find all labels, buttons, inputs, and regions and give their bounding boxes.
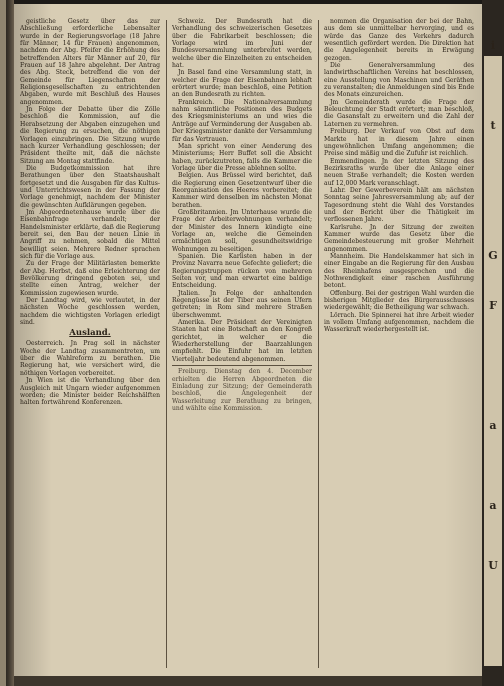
article-paragraph: Emmendingen. Jn der letzten Sitzung des Bezirksraths wurde über die Anlage einer neuen Straße verhandelt; die Kosten werden auf 12,000 Mark veranschlagt. [324, 157, 474, 187]
article-paragraph: Jn Basel fand eine Versammlung statt, in welcher die Frage der Eisenbahnen lebhaft erörtert wurde; man beschloß, eine Petition an den Bundesrath zu richten. [172, 69, 312, 99]
column-rule [318, 20, 319, 668]
article-paragraph: Jn Folge der Debatte über die Zölle beschloß die Kommission, auf die Herabsetzung der Abgaben einzugehen und die Regierung zu ersuchen, die nöthigen Vorlagen einzubringen. Die Sitzung wurde nach kurzer Verhandlung geschlossen; der Präsident theilte mit, daß die nächste Sitzung am Montag stattfinde. [20, 106, 160, 165]
article-paragraph: Belgien. Aus Brüssel wird berichtet, daß die Regierung einen Gesetzentwurf über die Reorganisation des Heeres vorbereitet; die Kammer wird denselben im nächsten Monat berathen. [172, 172, 312, 209]
newspaper-sheet [14, 4, 482, 680]
article-paragraph: Lahr. Der Gewerbeverein hält am nächsten Sonntag seine Jahresversammlung ab; auf der Tagesordnung steht die Wahl des Vorstandes und der Bericht über die Thätigkeit im verflossenen Jahre. [324, 186, 474, 224]
edge-letter: U [488, 559, 498, 572]
article-paragraph: Oesterreich. Jn Prag soll in nächster Woche der Landtag zusammentreten, um über die Wahlreform zu berathen. Die Regierung hat, wie versichert wird, die nöthigen Vorlagen vorbereitet. [20, 340, 160, 377]
column-1 [20, 18, 160, 670]
article-paragraph: Großbritannien. Jm Unterhause wurde die Frage der Arbeiterwohnungen verhandelt; der Minister des Innern kündigte eine Vorlage an, welche die Gemeinden ermächtigen soll, gesundheitswidrige Wohnungen zu beseitigen. [172, 208, 312, 253]
footer-divider [172, 365, 312, 366]
column-2-footer: Freiburg. Dienstag den 4. December erhielten die Herren Abgeordneten die Einladung zur Sitzung; der Gemeinderath beschloß, die Angelegenheit der Wasserleitung zur Berathung zu bringen, und wählte eine Kommission. [172, 368, 312, 412]
bottom-edge [14, 676, 482, 686]
article-paragraph: Frankreich. Die Nationalversammlung nahm sämmtliche Positionen des Budgets des Kriegsministeriums an und wies die Anträge auf Verminderung der Ausgaben ab. Der Kriegsminister dankte der Versammlung für das Vertrauen. [172, 98, 312, 143]
article-paragraph: Jm Abgeordnetenhause wurde über die Eisenbahnfrage verhandelt; der Handelsminister erklärte, daß die Regierung bereit sei, den Bau der neuen Linie in Angriff zu nehmen, sobald die Mittel bewilligt seien. Mehrere Redner sprachen sich für die Vorlage aus. [20, 208, 160, 260]
edge-letter: i [490, 39, 496, 52]
article-paragraph: Mannheim. Die Handelskammer hat sich in einer Eingabe an die Regierung für den Ausbau des Rheinhafens ausgesprochen und die Nothwendigkeit einer raschen Ausführung betont. [324, 253, 474, 290]
article-paragraph: Offenburg. Bei der gestrigen Wahl wurden die bisherigen Mitglieder des Bürgerausschusses wiedergewählt; die Betheiligung war schwach. [324, 289, 474, 312]
column-1-section-text [20, 340, 160, 406]
article-paragraph: Freiburg. Der Verkauf von Obst auf dem Markte hat in diesem Jahre einen ungewöhnlichen Umfang angenommen; die Preise sind mäßig und die Zufuhr ist reichlich. [324, 128, 474, 158]
article-paragraph: Jn Wien ist die Verhandlung über den Ausgleich mit Ungarn wieder aufgenommen worden; die Minister beider Reichshälften halten fortwährend Konferenzen. [20, 377, 160, 407]
article-paragraph: Spanien. Die Karlisten haben in der Provinz Navarra neue Gefechte geliefert; die Regierungstruppen rücken von mehreren Seiten vor, und man erwartet eine baldige Entscheidung. [172, 253, 312, 290]
column-2 [172, 18, 312, 670]
article-paragraph: Amerika. Der Präsident der Vereinigten Staaten hat eine Botschaft an den Kongreß gerichtet, in welcher er die Wiederherstellung der Baarzahlungen empfiehlt. Die Einfuhr hat im letzten Vierteljahr bedeutend abgenommen. [172, 319, 312, 363]
article-paragraph: Schweiz. Der Bundesrath hat die Verhandlung des schweizerischen Gesetzes über die Fabrikarbeit beschlossen; die Vorlage wird im Juni der Bundesversammlung unterbreitet werden, welche über die Einzelheiten zu entscheiden hat. [172, 18, 312, 70]
article-paragraph: Jtalien. Jn Folge der anhaltenden Regengüsse ist der Tiber aus seinen Ufern getreten; in Rom sind mehrere Straßen überschwemmt. [172, 289, 312, 319]
column-3 [324, 18, 474, 670]
article-paragraph: Die Generalversammlung des landwirthschaftlichen Vereins hat beschlossen, eine Ausstellung von Maschinen und Geräthen zu veranstalten; die Anmeldungen sind bis Ende des Monats einzureichen. [324, 62, 474, 99]
article-paragraph: Man spricht von einer Aenderung des Ministeriums; Herr Buffet soll die Absicht haben, zurückzutreten, falls die Kammer die Vorlage über die Presse ablehnen sollte. [172, 142, 312, 172]
edge-letter: a [489, 419, 497, 432]
article-paragraph: Jm Gemeinderath wurde die Frage der Beleuchtung der Stadt erörtert; man beschloß, die Gasanstalt zu erweitern und die Zahl der Laternen zu vermehren. [324, 98, 474, 128]
edge-letter: a [489, 499, 497, 512]
edge-letter: F [489, 299, 497, 312]
left-page-edge [0, 0, 6, 686]
edge-letter: t [490, 119, 496, 132]
column-1-text [20, 18, 160, 326]
article-paragraph: Die Budgetkommission hat ihre Berathungen über den Staatshaushalt fortgesetzt und die Ausgaben für das Kultus- und Unterrichtswesen in der Fassung der Vorlage genehmigt, nachdem der Minister die gewünschten Aufklärungen gegeben. [20, 164, 160, 209]
article-paragraph: Der Landtag wird, wie verlautet, in der nächsten Woche geschlossen werden, nachdem die wichtigsten Vorlagen erledigt sind. [20, 297, 160, 327]
article-paragraph: nommen die Organisation der bei der Bahn, aus dem sie unmittelbar hervorging, und es würde das Ganze des Verkehrs dadurch wesentlich gefördert werden. Die Direktion hat die Angelegenheit bereits in Erwägung gezogen. [324, 18, 474, 62]
article-paragraph: Zu der Frage der Militärlasten bemerkte der Abg. Herbst, daß eine Erleichterung der Bevölkerung dringend geboten sei, und stellte einen Antrag, welcher der Kommission zugewiesen wurde. [20, 260, 160, 297]
column-3-text [324, 18, 474, 334]
next-page-strip [484, 56, 502, 666]
article-paragraph: geistliche Gesetz über das zur Abschließung erforderliche Lebensalter wurde in der Regierungsvorlage (18 Jahre für Männer, 14 für Frauen) angenommen, nachdem der Abg. Pfeifer die Erhöhung des betreffenden Alters für Männer auf 20, für Frauen auf 18 Jahre abgelehnt. Der Antrag des Abg. Steck, betreffend die von der Gemeinde für Liegenschaften der Religionsgesellschaften zu entrichtenden Abgaben, wurde mit Beschluß des Hauses angenommen. [20, 18, 160, 106]
column-2-text [172, 18, 312, 363]
edge-letter: G [488, 249, 498, 262]
section-heading-ausland: Ausland. [69, 328, 111, 339]
article-paragraph: Karlsruhe. Jn der Sitzung der zweiten Kammer wurde das Gesetz über die Gemeindebesteuerung mit großer Mehrheit angenommen. [324, 223, 474, 253]
article-paragraph: Lörrach. Die Spinnerei hat ihre Arbeit wieder in vollem Umfang aufgenommen, nachdem die Wasserkraft wiederhergestellt ist. [324, 311, 474, 334]
column-rule [166, 20, 167, 668]
